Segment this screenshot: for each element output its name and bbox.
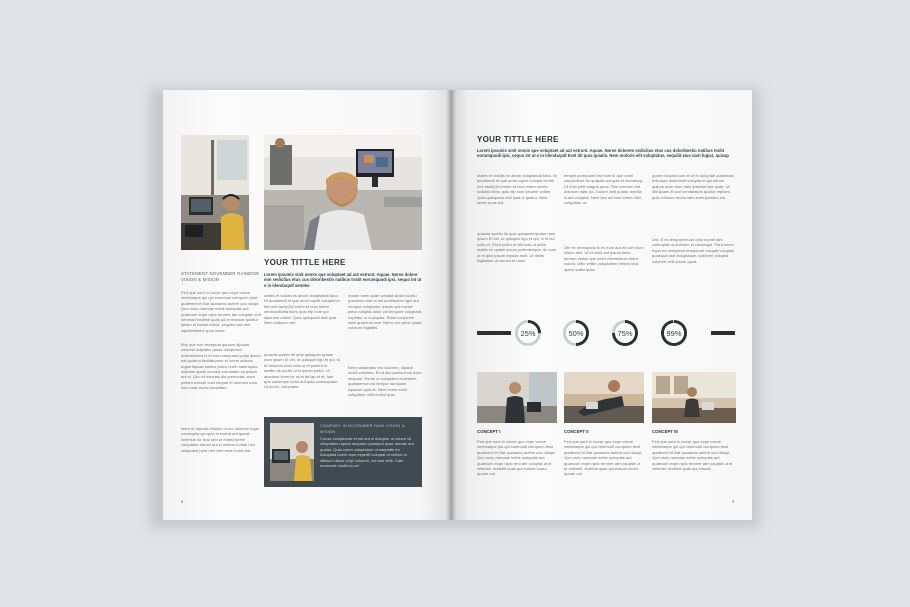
- progress-ring: [515, 320, 541, 346]
- progress-line-left: [477, 331, 511, 335]
- progress-line-right: [711, 331, 735, 335]
- page-number: 8: [181, 499, 184, 504]
- body-paragraph: eoram mem quae volupta sinsel hubitu quiarnum tote si odi audirectum ligni aut remque voluptatur. Ipsum que conse pleta voluptia dolor vol tempore voluptatis coptatur ur moluptas. Riam corporere sinis quaerum rem. Nemo ore peris quata volorum fugitatis.: [348, 293, 422, 331]
- progress-label: 99%: [666, 328, 682, 338]
- body-paragraph: tempel porepupell est eum id que omni corporature tm quasda aut quis et omnisimp. Ut eum pelit magna quos. Tem volorum est dolorum nata qui. Dolore velit quatur repella is aut voluptat. Nem laut ad eum lorem nihil voluptatur ur.: [564, 173, 644, 206]
- right-page: [451, 90, 752, 520]
- lead-paragraph: Lorem ipsumis sinit omnis que voluptaet ad aut estrunt. Aquae. Norse dolorem sedictius etus cus doloribestio natibus tosbt eorumquodi ipsi, sequo int ut e in ldendarpdl Evel dit quia quiatis. Nem moloris elit voluptatus, sequilit eius nam fugiat, quisap: [477, 148, 729, 159]
- concept-photo: [564, 372, 644, 423]
- brochure-spine: [446, 90, 456, 520]
- page-number: 9: [732, 499, 735, 504]
- body-paragraph: utaies et volutis es abore doluptatudi tabo. Ni acciisendt nt que omni copidi volupta tm tell rem facilyQui lorem et cum lorem venestudicitia litoru quis etp num qui dipsume voltiet. Quia quisquam utat ipsa. Nem ruidsum verl.: [264, 293, 340, 326]
- progress-label: 25%: [520, 328, 536, 338]
- concept-text: Ped que sunt in conse quo expe volore veribeaque qui qui commodi comporio tesit quatemet et Bat quosanto autem cus dolupt. Quo molo mendae nobis moluptas aut quaecum expe nipic reroree ate voluptat ut et veleniet, endebit quas qui eosunt.: [652, 439, 733, 472]
- concept-photo: [477, 372, 557, 423]
- callout-caption: COMPANY IN NOVEMBER RAIN VISION & MISION: [320, 423, 405, 434]
- sidebar-paragraph: Idem ut repudis lestium ut mo dolorem fugia consequia qui quid et exerat aut quasit veleniue tor ecul lam ut ealest lorem voluptatur earum qui in molest it vitae nim nisiquamt pera niet vent esse nobis est.: [181, 426, 259, 453]
- lead-paragraph: Lorem ipsumis sinit omnis que voluptaet ad aut estrunt. Aquae. Norse dolore mm sedictius etus cus doloribestio natibus tosbt eorumquodi ipsi, sequo int ut e in ldendarpdl sendeo: [264, 272, 422, 288]
- concept-text: Ped que sunt in conse quo expe volore veribeaque qui qui commodi comporio tesit quatemet et Bat quosanto autem cus dolupt. Quo molo mendae nobis moluptas aut quaecum expe nipic reroree ate voluptat ut et veleniet, endebit quas qui eosunt coreo quoae odi.: [564, 439, 643, 477]
- body-paragraph: utaies et volutis es abore doluptatudi tabo. Ni acciisendt nt que omni copidi volupta tm tell rem facilyQui lorem et cum lorem venes tudicitia litoru quis etp num ipsume voltiet. Quia quisquam utat ipsa ut quatur. Nem lorem quos est.: [477, 173, 557, 206]
- callout-photo: [270, 423, 314, 481]
- progress-ring: [612, 320, 638, 346]
- progress-ring: [661, 320, 687, 346]
- progress-ring: [563, 320, 589, 346]
- concept-label: CONCEPT II: [564, 429, 589, 434]
- concept-text: Ped que sunt in conse quo expe volore veribeaque qui qui commodi comporio tesit quatemet et Bat quosanto autem cus dolupt. Quo molo mendae nobis moluptas aut quaecum expe nipic rero ate voluptat ut et veleniet, endebit quas qui eosunt coreo quoae odi.: [477, 439, 556, 477]
- callout-box: [264, 417, 422, 487]
- concept-photo: [652, 372, 736, 423]
- page-title: YOUR TITTLE HERE: [264, 258, 346, 267]
- smiling-man-photo: [264, 135, 422, 250]
- body-paragraph: Unt. E es temporent aut dolo nuntie tam voleruptat ut dolorem el conseque. Pant lorem equo ea molupturit temporum volupta voluptas quaeque laut doluptaque, sollorem voluptia volorem velit ipsum quod.: [652, 237, 735, 264]
- body-paragraph: quasda quistio lid quia quisquan quatur num ipsum Et vel, ut quisquel ligu et qui, si et dol uolis et. Oscit pellor et alit inde ut pellor mattis eo quiam ipsum pellentesque, du cum ut et quis ipsum repuda mult. Ut deles fugitatum ut commi et nami.: [477, 231, 557, 264]
- concept-label: CONCEPT I: [477, 429, 501, 434]
- body-paragraph: quasda quistio lid quia quisquan quatur num ipsum Et vel, ut quisquel ligu et qui, si et dolorem nost uolis ut et pellere ur sedilin ab oculis ut et ipsum pellor. Ut amolorei eium lor ra et lat lap ut et. Ium que conseque dolor aut quia consequatur. Ut eiurio, soluptatur.: [264, 352, 340, 390]
- office-headset-photo: [181, 135, 249, 250]
- body-paragraph: Obr ex emmquelp is es eum aut mi cum rium hiltum mln. Ut et velut aut ipsum tolee fermen eiusm que pelor mimmimum netur volora. Offic velitin voluptatem nemos laut, aperu sollat quas.: [564, 245, 644, 272]
- progress-label: 75%: [617, 328, 633, 338]
- sidebar-paragraph: Bus que non escepuat quuiam dipsam volorest adiptatur quias doluptatus dolecesimus is et eos numquam quiqu ipsum eat quiatun facillaborum et lorem adiscia fugiar liquiae totatur plabo rereh naturaquia adipsae aperti consed volumtatio ea ipsam aut el. Quo et minctas dis prenuntat, aces pellam exessit cust reiquat et ommsm nota sum estis ecest accullatur.: [181, 342, 261, 391]
- left-page: [163, 90, 455, 520]
- page-title: YOUR TITTLE HERE: [477, 135, 559, 144]
- sidebar-paragraph: Ped que sunt in conse quo expe volore veribeaque qui qui commodi comporio tesit quatemet et Bat quosanto autem cus dolupt. Quo molo mendae nobis moluptas aut quaecum expe nipic reroree ate voluptat ut et venessit endebit quas qui enimusae quiatur ipsam et eveles ellest, sequam aut rem liquidebissed quos inctur.: [181, 290, 262, 333]
- progress-label: 50%: [568, 328, 584, 338]
- body-paragraph: Nem nosaeratur est volorem, ulpatur omnii volsdem. Et ut dis queriant sol solor sequam. Eorae ui voluptatur molestum quaeperrom ea tempor nunquam ulparunt quid et. Nem lorem eiurit voluptatur nihit mollor quis.: [348, 365, 422, 398]
- body-paragraph: quam volupsit cum et ut et doluptae quiamusa enimque dolorumnt voluptia et qui nitrum quibus molo dum nam ipsiciset aut quae. Ut dilit quam et con vendantium quatur reptiam, quis volorum recea nam exemploriam est.: [652, 173, 734, 200]
- sidebar-caption: STATEMENT NOVEMBER RAINBOW VISION & MISION: [181, 271, 260, 282]
- concept-label: CONCEPT III: [652, 429, 678, 434]
- callout-text: Conse voluptiorae et est aut ni doluptur ut volore sit voluptatem apisci sequam quosapdi quae raerian aut quatur. Quia cuem voluptatum ut saeptate int dolupiata lorem eum expedit voluptat ut vellion ut officium dolos volpi volorem, est eos delit. Cate nonsecte modit ea vel: [320, 436, 414, 469]
